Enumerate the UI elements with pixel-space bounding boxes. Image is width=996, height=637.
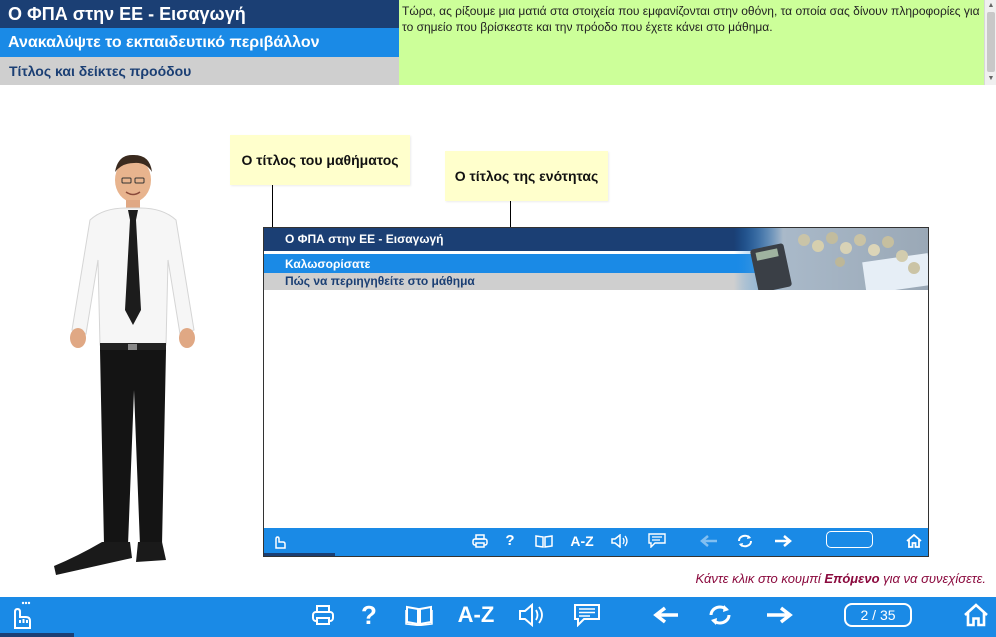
- preview-touch-icon: [270, 531, 288, 550]
- audio-icon[interactable]: [517, 599, 547, 631]
- preview-print-icon: [470, 531, 490, 550]
- next-hint-suffix: για να συνεχίσετε.: [879, 571, 986, 586]
- callout-course-title-text: Ο τίτλος του μαθήματος: [241, 152, 399, 168]
- next-arrow-icon[interactable]: [764, 599, 796, 631]
- preview-progress-fill: [264, 553, 335, 557]
- preview-course-title: Ο ΦΠΑ στην ΕΕ - Εισαγωγή: [264, 228, 928, 251]
- preview-screen-title: Πώς να περιηγηθείτε στο μάθημα: [264, 273, 928, 290]
- callout-course-title: [230, 135, 410, 185]
- instruction-scrollbar[interactable]: [984, 0, 996, 85]
- next-hint: [695, 571, 986, 586]
- preview-banner-image: [734, 228, 929, 290]
- screen-title: Τίτλος και δείκτες προόδου: [0, 57, 399, 85]
- help-icon[interactable]: ?: [361, 599, 377, 630]
- touch-icon[interactable]: [8, 599, 34, 631]
- scroll-up-icon[interactable]: ▲: [987, 2, 995, 9]
- preview-progress-bar: [264, 553, 928, 557]
- book-icon[interactable]: [404, 599, 434, 631]
- scroll-down-icon[interactable]: ▼: [987, 75, 995, 82]
- home-icon[interactable]: [962, 599, 990, 631]
- replay-icon[interactable]: [706, 599, 734, 631]
- preview-audio-icon: [609, 531, 631, 550]
- course-title: Ο ΦΠΑ στην ΕΕ - Εισαγωγή: [0, 0, 399, 28]
- instruction-text: Τώρα, ας ρίξουμε μια ματιά στα στοιχεία που εμφανίζονται στην οθόνη, τα οποία σας δίνουν πληροφορίες για το σημείο που βρίσκεστε και την πρόοδο που έχετε κάνει στο μάθημα.: [399, 0, 984, 85]
- scroll-thumb[interactable]: [987, 12, 995, 72]
- next-hint-prefix: Κάντε κλικ στο κουμπί: [695, 571, 825, 586]
- screen-preview: [263, 227, 929, 557]
- callout-unit-title: [445, 151, 608, 201]
- progress-bar: [0, 633, 996, 637]
- preview-next-arrow-icon: [772, 531, 794, 550]
- preview-toolbar: [264, 528, 928, 553]
- preview-page-indicator: [826, 531, 873, 548]
- pointer-course-title: [272, 185, 273, 233]
- preview-glossary-icon: A-Z: [570, 532, 594, 549]
- preview-unit-title: Καλωσορίσατε: [264, 254, 928, 273]
- glossary-icon[interactable]: A-Z: [457, 602, 495, 627]
- preview-book-icon: [534, 531, 554, 550]
- page-indicator: 2 / 35: [844, 603, 912, 627]
- unit-title: Ανακαλύψτε το εκπαιδευτικό περιβάλλον: [0, 28, 399, 57]
- preview-help-icon: ?: [505, 532, 515, 549]
- back-arrow-icon[interactable]: [652, 599, 680, 631]
- transcript-icon[interactable]: [572, 599, 602, 631]
- next-hint-button: Επόμενο: [824, 571, 880, 586]
- preview-back-arrow-icon: [698, 531, 720, 550]
- print-icon[interactable]: [310, 599, 336, 631]
- preview-home-icon: [904, 531, 924, 550]
- callout-unit-title-text: Ο τίτλος της ενότητας: [454, 168, 599, 184]
- preview-replay-icon: [734, 531, 756, 550]
- presenter-image: [48, 150, 208, 580]
- progress-fill: [0, 633, 74, 637]
- preview-transcript-icon: [646, 531, 668, 550]
